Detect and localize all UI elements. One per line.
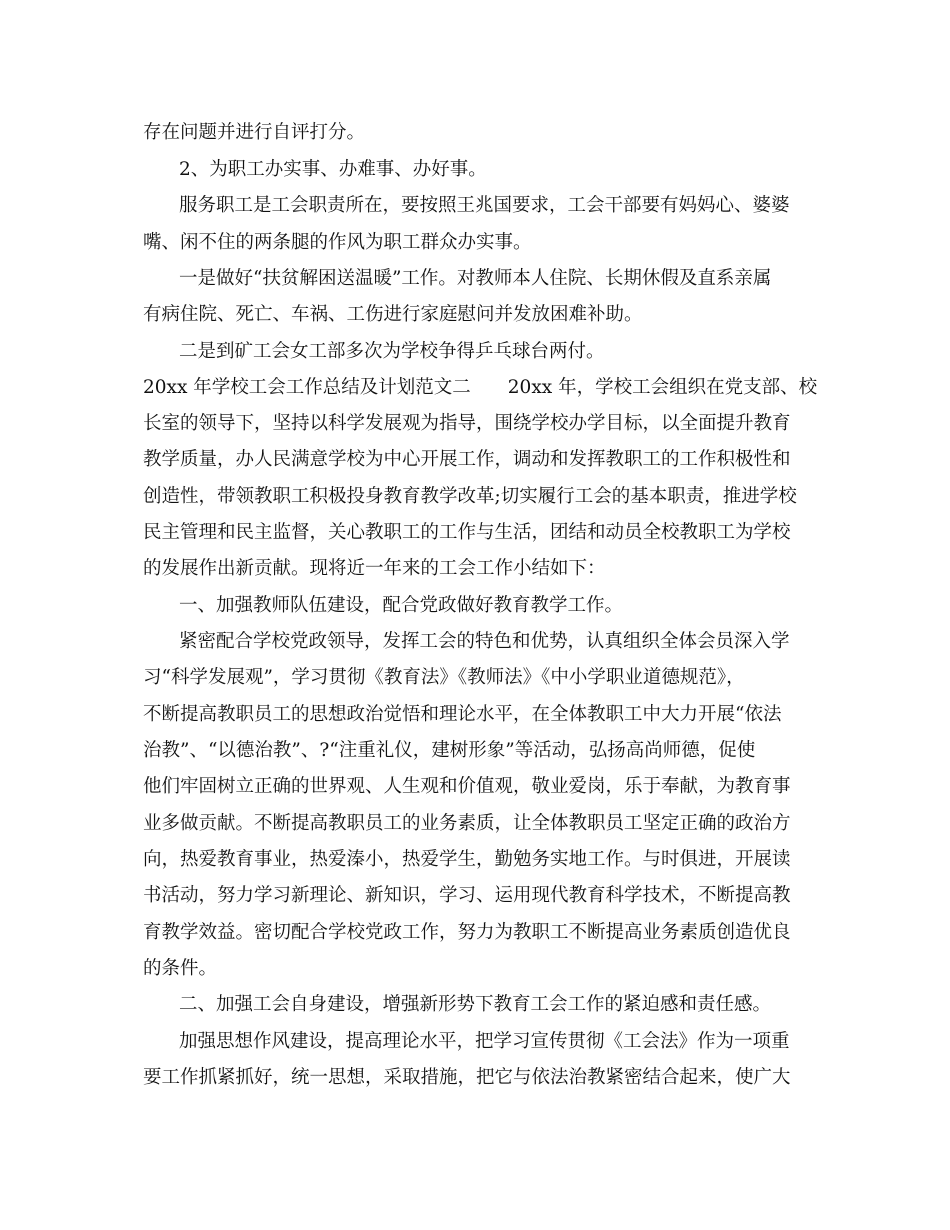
text-line: 存在问题并进行自评打分。 — [143, 122, 366, 143]
text-line: 不断提高教职员工的思想政治觉悟和理论水平，在全体教职工中大力开展“依法 — [143, 704, 782, 725]
text-line: 的发展作出新贡献。现将近一年来的工会工作小结如下： — [143, 558, 606, 579]
text-line: 加强思想作风建设，提高理论水平，把学习宣传贯彻《工会法》作为一项重 — [179, 1031, 790, 1052]
text-line: 业多做贡献。不断提高教职员工的业务素质，让全体教职员工坚定正确的政治方 — [143, 813, 791, 834]
text-line: 创造性，带领教职工积极投身教育教学改革;切实履行工会的基本职责，推进学校 — [143, 486, 797, 507]
text-line: 育教学效益。密切配合学校党政工作，努力为教职工不断提高业务素质创造优良 — [143, 922, 791, 943]
text-line: 的条件。 — [143, 958, 218, 979]
text-line: 服务职工是工会职责所在，要按照王兆国要求，工会干部要有妈妈心、婆婆 — [179, 195, 790, 216]
section-heading: 一、加强教师队伍建设，配合党政做好教育教学工作。 — [179, 595, 624, 616]
text-line: 一是做好“扶贫解困送温暖”工作。对教师本人住院、长期休假及直系亲属 — [179, 268, 772, 289]
text-line: 向，热爱教育事业，热爱溱小，热爱学生，勤勉务实地工作。与时俱进，开展读 — [143, 849, 791, 870]
text-line: 治教”、“以德治教”、?“注重礼仪，建树形象”等活动，弘扬高尚师德，促使 — [143, 740, 756, 761]
text-line: 教学质量，办人民满意学校为中心开展工作，调动和发挥教职工的工作积极性和 — [143, 449, 791, 470]
text-line: 书活动，努力学习新理论、新知识，学习、运用现代教育科学技术，不断提高教 — [143, 885, 791, 906]
text-line: 嘴、闲不住的两条腿的作风为职工群众办实事。 — [143, 232, 532, 253]
text-line: 二是到矿工会女工部多次为学校争得乒乓球台两付。 — [179, 341, 605, 362]
text-line: 紧密配合学校党政领导，发挥工会的特色和优势，认真组织全体会员深入学 — [179, 631, 790, 652]
text-line: 习“科学发展观”，学习贯彻《教育法》《教师法》《中小学职业道德规范》， — [143, 667, 745, 688]
text-line: 有病住院、死亡、车祸、工伤进行家庭慰问并发放困难补助。 — [143, 304, 643, 325]
text-line: 民主管理和民主监督，关心教职工的工作与生活，团结和动员全校教职工为学校 — [143, 522, 791, 543]
text-line: 要工作抓紧抓好，统一思想，采取措施，把它与依法治教紧密结合起来，使广大 — [143, 1067, 791, 1088]
text-line: 2、为职工办实事、办难事、办好事。 — [179, 159, 487, 180]
section-heading: 二、加强工会自身建设，增强新形势下教育工会工作的紧迫感和责任感。 — [179, 994, 772, 1015]
text-line: 长室的领导下，坚持以科学发展观为指导，围绕学校办学目标，以全面提升教育 — [143, 413, 791, 434]
text-line: 他们牢固树立正确的世界观、人生观和价值观，敬业爱岗，乐于奉献，为教育事 — [143, 776, 791, 797]
text-line: 20xx 年学校工会工作总结及计划范文二 20xx 年，学校工会组织在党支部、校 — [143, 377, 818, 398]
